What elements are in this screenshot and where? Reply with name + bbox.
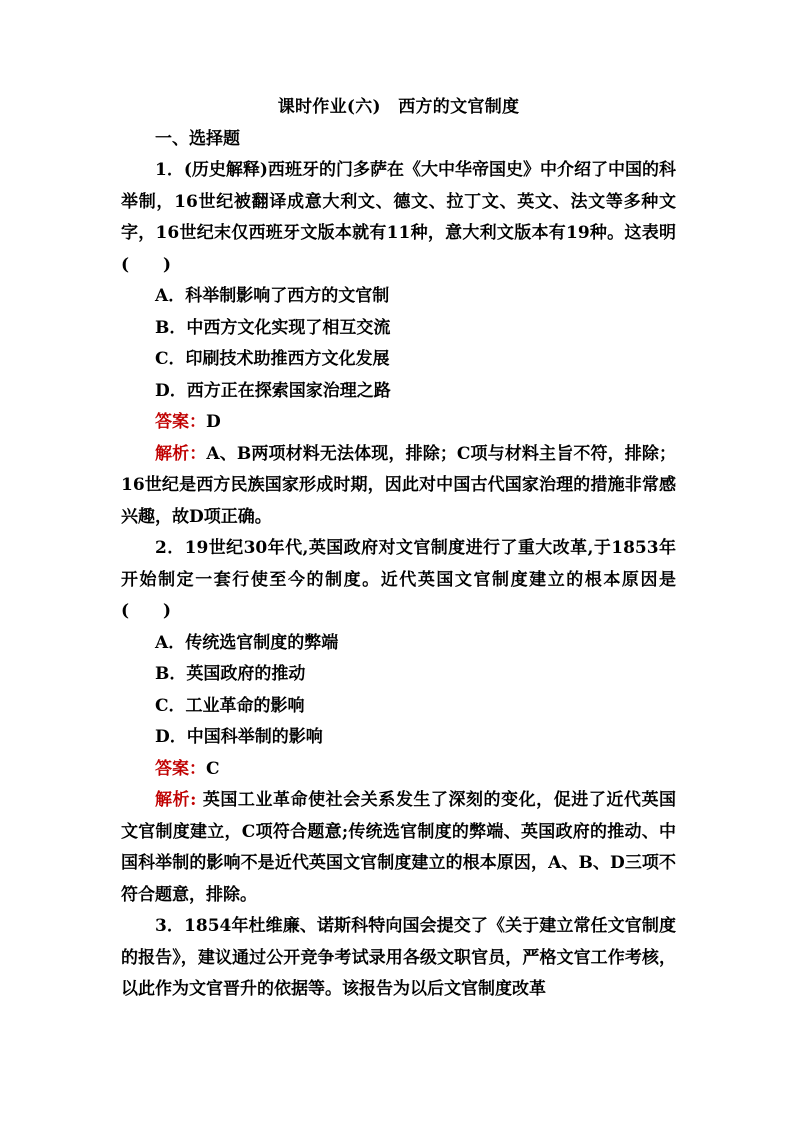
section-heading: 一、选择题 [155,128,240,149]
question-2-stem: 2．19世纪30年代,英国政府对文官制度进行了重大改革,于1853年开始制定一套行使至今的制度。近代英国文官制度建立的根本原因是( ) [121,538,676,621]
question-2-option-c: C．工业革命的影响 [155,695,305,716]
question-2-option-a: A．传统选官制度的弊端 [155,632,339,653]
question-1-option-b: B．中西方文化实现了相互交流 [155,317,391,338]
question-1-option-c: C．印刷技术助推西方文化发展 [155,349,390,369]
question-3-stem: 3．1854年杜维廉、诺斯科特向国会提交了《关于建立常任文官制度的报告》，建议通过公开竞争考试录用各级文职官员，严格文官工作考核，以此作为文官晋升的依据等。该报告为以后文官制度改革 [121,916,676,999]
question-2-analysis [121,785,676,911]
page-title: 课时作业(六) 西方的文官制度 [277,97,520,117]
analysis-label: 解析: [155,790,197,810]
question-1-stem: 1．(历史解释)西班牙的门多萨在《大中华帝国史》中介绍了中国的科举制，16世纪被翻译成意大利文、德文、拉丁文、英文、法文等多种文字，16世纪末仅西班牙文版本就有11种，意大利文版本有19种。这表明( ) [121,160,676,275]
question-1-analysis [121,439,676,534]
answer-value: C [206,758,220,779]
analysis-label: 解析： [155,443,207,464]
question-1-answer [121,407,676,439]
analysis-text: A、B两项材料无法体现，排除；C项与材料主旨不符，排除；16世纪是西方民族国家形成时期，因此对中国古代国家治理的措施非常感兴趣，故D项正确。 [121,443,676,527]
question-2-option-b: B．英国政府的推动 [155,664,306,684]
answer-label: 答案： [155,412,206,432]
question-2-answer [121,754,676,786]
answer-value: D [206,412,221,432]
question-1-option-a: A．科举制影响了西方的文官制 [155,286,390,306]
analysis-text: 英国工业革命使社会关系发生了深刻的变化，促进了近代英国文官制度建立，C项符合题意;传统选官制度的弊端、英国政府的推动、中国科举制的影响不是近代英国文官制度建立的根本原因，A、B、D三项不符合题意，排除。 [121,790,676,905]
answer-label: 答案： [155,758,206,779]
document-page [121,92,676,1006]
question-2-option-d: D．中国科举制的影响 [155,727,323,747]
question-1-option-d: D．西方正在探索国家治理之路 [155,380,391,401]
